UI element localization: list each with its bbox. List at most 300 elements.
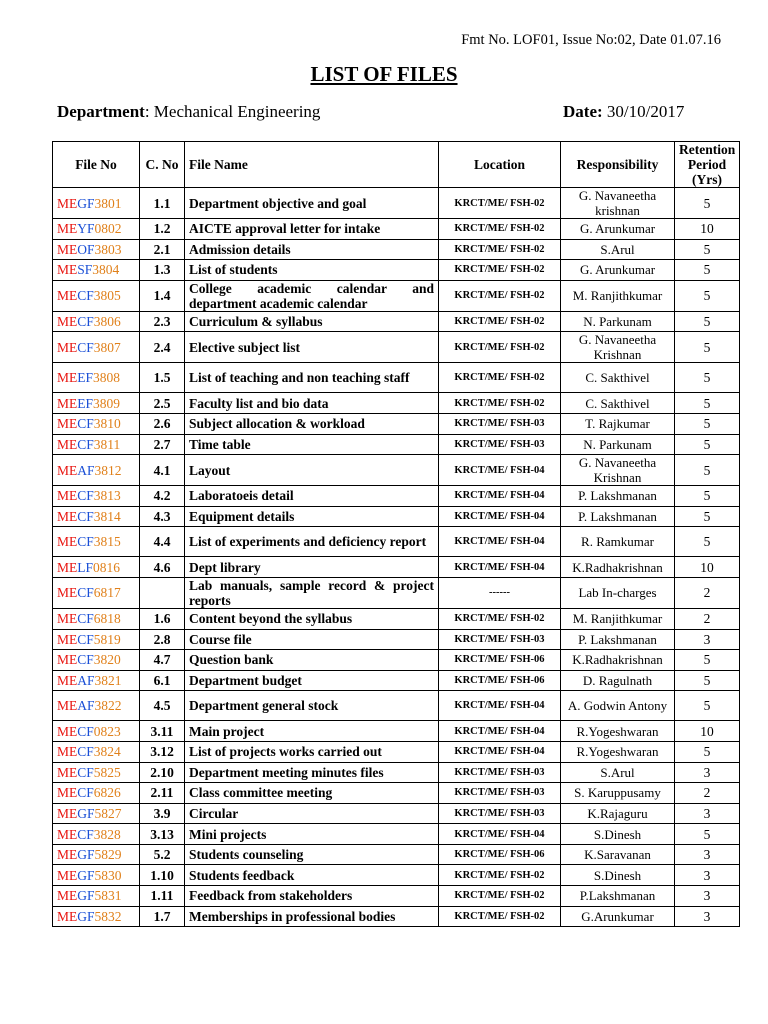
responsibility-cell: N. Parkunam [561,434,675,455]
file-name-cell: Main project [185,721,439,742]
file-no-code: CF [77,534,94,550]
file-no-cell [53,527,140,557]
c-no-cell: 2.1 [140,239,185,260]
retention-cell: 3 [675,865,740,886]
responsibility-cell: P.Lakshmanan [561,886,675,907]
file-name-cell: Course file [185,629,439,650]
file-name-cell: Content beyond the syllabus [185,608,439,629]
retention-cell: 5 [675,824,740,845]
location-cell: KRCT/ME/ FSH-04 [439,691,561,721]
file-name-cell: Feedback from stakeholders [185,886,439,907]
responsibility-cell: S.Dinesh [561,824,675,845]
c-no-cell: 4.4 [140,527,185,557]
file-no-number: 3808 [93,370,121,386]
responsibility-cell: P. Lakshmanan [561,629,675,650]
retention-cell: 5 [675,188,740,219]
retention-cell: 5 [675,311,740,332]
c-no-cell: 2.3 [140,311,185,332]
file-no-prefix: ME [57,888,78,904]
retention-cell: 5 [675,239,740,260]
table-row [53,650,740,671]
file-no-code: CF [77,509,94,525]
file-no-code: GF [77,888,95,904]
responsibility-cell: G. Arunkumar [561,219,675,240]
file-no-prefix: ME [57,339,78,355]
file-no-code: GF [77,805,95,821]
responsibility-cell: T. Rajkumar [561,413,675,434]
responsibility-cell: S. Karuppusamy [561,783,675,804]
table-row [53,188,740,219]
file-name-cell: List of teaching and non teaching staff [185,363,439,393]
file-name-cell: Layout [185,455,439,486]
file-no-number: 6826 [93,785,121,801]
table-row [53,762,740,783]
table-row [53,434,740,455]
file-no-cell [53,824,140,845]
file-no-cell [53,762,140,783]
file-no-number: 5829 [94,847,122,863]
table-row [53,219,740,240]
file-no-cell [53,691,140,721]
file-name-cell: Question bank [185,650,439,671]
file-name-cell: Lab manuals, sample record & project reports [185,577,439,608]
c-no-cell: 1.7 [140,906,185,927]
c-no-cell: 2.5 [140,393,185,414]
table-row [53,577,740,608]
c-no-cell: 1.6 [140,608,185,629]
file-no-cell [53,906,140,927]
responsibility-cell: K.Saravanan [561,844,675,865]
file-name-cell: Students feedback [185,865,439,886]
format-number-line: Fmt No. LOF01, Issue No:02, Date 01.07.16 [461,32,721,48]
responsibility-cell: K.Radhakrishnan [561,650,675,671]
file-no-number: 3813 [93,488,121,504]
file-no-prefix: ME [57,652,78,668]
location-cell: KRCT/ME/ FSH-03 [439,762,561,783]
table-row [53,844,740,865]
c-no-cell: 4.1 [140,455,185,486]
file-no-prefix: ME [57,395,78,411]
file-no-cell [53,557,140,578]
file-no-code: EF [77,395,94,411]
file-no-code: CF [77,611,94,627]
c-no-cell: 2.4 [140,332,185,363]
file-name-cell: Dept library [185,557,439,578]
file-no-code: GF [77,847,95,863]
file-name-cell: AICTE approval letter for intake [185,219,439,240]
file-no-number: 0802 [94,221,122,237]
responsibility-cell: R.Yogeshwaran [561,721,675,742]
file-no-number: 3815 [93,534,121,550]
table-row [53,311,740,332]
file-no-number: 5825 [93,764,121,780]
file-no-prefix: ME [57,585,78,601]
responsibility-cell: Lab In-charges [561,577,675,608]
location-cell: KRCT/ME/ FSH-04 [439,721,561,742]
retention-cell: 3 [675,906,740,927]
c-no-cell: 6.1 [140,670,185,691]
responsibility-cell: M. Ranjithkumar [561,280,675,311]
responsibility-cell: P. Lakshmanan [561,486,675,507]
file-no-number: 3803 [94,241,122,257]
file-no-cell [53,650,140,671]
location-cell: KRCT/ME/ FSH-06 [439,650,561,671]
file-no-prefix: ME [57,673,78,689]
table-row [53,239,740,260]
file-no-prefix: ME [57,534,78,550]
file-no-prefix: ME [57,908,78,924]
location-cell: ------ [439,577,561,608]
table-row [53,721,740,742]
responsibility-cell: D. Ragulnath [561,670,675,691]
c-no-cell: 1.10 [140,865,185,886]
responsibility-cell: G. Navaneetha Krishnan [561,455,675,486]
location-cell: KRCT/ME/ FSH-02 [439,865,561,886]
file-no-cell [53,280,140,311]
table-row [53,557,740,578]
file-no-cell [53,629,140,650]
responsibility-cell: R.Yogeshwaran [561,741,675,762]
file-no-prefix: ME [57,288,78,304]
c-no-cell: 1.1 [140,188,185,219]
department-line: Department: Mechanical Engineering [57,102,321,121]
table-row [53,506,740,527]
file-no-cell [53,239,140,260]
retention-cell: 5 [675,393,740,414]
c-no-cell: 2.6 [140,413,185,434]
location-cell: KRCT/ME/ FSH-03 [439,629,561,650]
file-no-prefix: ME [57,462,78,478]
c-no-cell: 1.3 [140,260,185,281]
c-no-cell: 1.4 [140,280,185,311]
location-cell: KRCT/ME/ FSH-02 [439,260,561,281]
file-name-cell: Curriculum & syllabus [185,311,439,332]
location-cell: KRCT/ME/ FSH-02 [439,332,561,363]
retention-cell: 5 [675,741,740,762]
location-cell: KRCT/ME/ FSH-06 [439,670,561,691]
file-no-number: 0816 [93,559,121,575]
file-name-cell: List of experiments and deficiency report [185,527,439,557]
file-no-cell [53,434,140,455]
page-title: LIST OF FILES [310,62,458,86]
file-no-number: 3809 [93,395,121,411]
file-no-code: AF [77,462,95,478]
c-no-cell: 1.5 [140,363,185,393]
file-no-prefix: ME [57,314,78,330]
retention-cell: 5 [675,506,740,527]
file-no-code: AF [77,698,95,714]
file-name-cell: List of projects works carried out [185,741,439,762]
location-cell: KRCT/ME/ FSH-04 [439,455,561,486]
table-row [53,803,740,824]
file-no-prefix: ME [57,509,78,525]
table-row [53,886,740,907]
column-header-location: Location [439,142,561,188]
department-label: Department [57,102,145,121]
responsibility-cell: C. Sakthivel [561,363,675,393]
responsibility-cell: S.Arul [561,762,675,783]
file-no-prefix: ME [57,744,78,760]
file-no-number: 3828 [93,826,121,842]
file-no-number: 3801 [94,195,122,211]
file-no-prefix: ME [57,611,78,627]
responsibility-cell: R. Ramkumar [561,527,675,557]
file-name-cell: Department meeting minutes files [185,762,439,783]
location-cell: KRCT/ME/ FSH-02 [439,311,561,332]
location-cell: KRCT/ME/ FSH-02 [439,886,561,907]
c-no-cell: 1.2 [140,219,185,240]
file-no-cell [53,188,140,219]
date-value: 30/10/2017 [606,102,685,121]
file-no-number: 3807 [93,339,121,355]
file-no-code: CF [77,764,94,780]
responsibility-cell: G.Arunkumar [561,906,675,927]
c-no-cell: 4.3 [140,506,185,527]
retention-cell: 3 [675,844,740,865]
file-no-cell [53,393,140,414]
responsibility-cell: K.Radhakrishnan [561,557,675,578]
c-no-cell: 3.11 [140,721,185,742]
file-no-code: GF [77,908,95,924]
file-no-code: CF [77,723,94,739]
file-no-number: 3820 [93,652,121,668]
file-no-number: 5819 [93,631,121,647]
column-header-file-name: File Name [185,142,439,188]
file-name-cell: Department objective and goal [185,188,439,219]
file-no-prefix: ME [57,698,78,714]
retention-cell: 3 [675,629,740,650]
file-no-cell [53,486,140,507]
file-no-cell [53,865,140,886]
location-cell: KRCT/ME/ FSH-03 [439,434,561,455]
table-row [53,363,740,393]
file-no-cell [53,844,140,865]
file-name-cell: Faculty list and bio data [185,393,439,414]
retention-cell: 5 [675,691,740,721]
file-no-code: GF [77,867,95,883]
file-no-cell [53,577,140,608]
file-no-cell [53,670,140,691]
retention-cell: 2 [675,577,740,608]
location-cell: KRCT/ME/ FSH-03 [439,803,561,824]
responsibility-cell: G. Navaneetha krishnan [561,188,675,219]
file-no-prefix: ME [57,631,78,647]
file-no-prefix: ME [57,416,78,432]
file-no-prefix: ME [57,221,78,237]
c-no-cell: 4.5 [140,691,185,721]
file-no-number: 6818 [93,611,121,627]
retention-cell: 3 [675,803,740,824]
location-cell: KRCT/ME/ FSH-02 [439,363,561,393]
retention-cell: 3 [675,762,740,783]
file-name-cell: Equipment details [185,506,439,527]
file-no-code: CF [77,585,94,601]
file-name-cell: Admission details [185,239,439,260]
file-no-number: 3824 [93,744,121,760]
file-no-code: OF [77,241,95,257]
file-no-code: CF [77,826,94,842]
retention-cell: 5 [675,527,740,557]
file-name-cell: Subject allocation & workload [185,413,439,434]
file-no-number: 3821 [94,673,122,689]
file-no-code: CF [77,744,94,760]
location-cell: KRCT/ME/ FSH-06 [439,844,561,865]
responsibility-cell: K.Rajaguru [561,803,675,824]
location-cell: KRCT/ME/ FSH-04 [439,506,561,527]
file-no-code: CF [77,631,94,647]
location-cell: KRCT/ME/ FSH-03 [439,783,561,804]
responsibility-cell: S.Arul [561,239,675,260]
responsibility-cell: C. Sakthivel [561,393,675,414]
table-row [53,260,740,281]
retention-cell: 5 [675,260,740,281]
table-row [53,783,740,804]
location-cell: KRCT/ME/ FSH-04 [439,527,561,557]
c-no-cell: 4.6 [140,557,185,578]
retention-cell: 5 [675,413,740,434]
location-cell: KRCT/ME/ FSH-02 [439,239,561,260]
column-header-c-no: C. No [140,142,185,188]
file-no-code: SF [77,262,93,278]
table-row [53,906,740,927]
responsibility-cell: S.Dinesh [561,865,675,886]
file-no-code: CF [77,339,94,355]
table-row [53,824,740,845]
location-cell: KRCT/ME/ FSH-04 [439,486,561,507]
retention-cell: 5 [675,486,740,507]
table-row [53,691,740,721]
location-cell: KRCT/ME/ FSH-02 [439,188,561,219]
file-name-cell: Class committee meeting [185,783,439,804]
file-no-number: 5832 [94,908,122,924]
table-row [53,280,740,311]
file-no-cell [53,363,140,393]
file-no-prefix: ME [57,805,78,821]
file-no-number: 5831 [94,888,122,904]
file-no-code: EF [77,370,94,386]
column-header-retention: Retention Period (Yrs) [675,142,740,188]
date-line [563,102,684,122]
file-no-number: 3810 [93,416,121,432]
file-no-number: 3804 [92,262,120,278]
file-no-cell [53,413,140,434]
file-no-prefix: ME [57,723,78,739]
table-row [53,865,740,886]
file-name-cell: List of students [185,260,439,281]
location-cell: KRCT/ME/ FSH-02 [439,906,561,927]
file-no-prefix: ME [57,847,78,863]
file-no-prefix: ME [57,488,78,504]
file-name-cell: Department budget [185,670,439,691]
table-row [53,413,740,434]
responsibility-cell: M. Ranjithkumar [561,608,675,629]
file-no-prefix: ME [57,370,78,386]
table-row [53,670,740,691]
file-no-number: 3806 [93,314,121,330]
c-no-cell: 5.2 [140,844,185,865]
column-header-file-no: File No [53,142,140,188]
table-row [53,393,740,414]
file-no-cell [53,886,140,907]
file-no-cell [53,332,140,363]
c-no-cell: 4.7 [140,650,185,671]
file-no-number: 3822 [94,698,122,714]
file-no-prefix: ME [57,826,78,842]
file-no-cell [53,741,140,762]
file-no-number: 0823 [93,723,121,739]
file-no-prefix: ME [57,764,78,780]
file-name-cell: Mini projects [185,824,439,845]
location-cell: KRCT/ME/ FSH-04 [439,824,561,845]
responsibility-cell: P. Lakshmanan [561,506,675,527]
file-no-number: 3805 [93,288,121,304]
c-no-cell: 2.10 [140,762,185,783]
retention-cell: 10 [675,721,740,742]
file-no-number: 5827 [94,805,122,821]
retention-cell: 5 [675,280,740,311]
files-table [52,141,740,927]
table-row [53,332,740,363]
responsibility-cell: A. Godwin Antony [561,691,675,721]
file-no-cell [53,455,140,486]
file-no-code: CF [77,436,94,452]
location-cell: KRCT/ME/ FSH-03 [439,413,561,434]
c-no-cell: 2.7 [140,434,185,455]
location-cell: KRCT/ME/ FSH-02 [439,608,561,629]
c-no-cell [140,577,185,608]
table-row [53,527,740,557]
file-no-code: CF [77,288,94,304]
table-row [53,629,740,650]
file-no-number: 3814 [93,509,121,525]
department-value: Mechanical Engineering [153,102,321,121]
retention-cell: 2 [675,783,740,804]
table-row [53,741,740,762]
file-no-prefix: ME [57,785,78,801]
file-name-cell: Laboratoeis detail [185,486,439,507]
c-no-cell: 3.13 [140,824,185,845]
file-no-cell [53,260,140,281]
file-no-number: 3811 [93,436,121,452]
file-name-cell: Students counseling [185,844,439,865]
file-no-cell [53,506,140,527]
file-no-code: GF [77,195,95,211]
location-cell: KRCT/ME/ FSH-02 [439,393,561,414]
file-name-cell: College academic calendar and department academic calendar [185,280,439,311]
location-cell: KRCT/ME/ FSH-02 [439,280,561,311]
file-name-cell: Memberships in professional bodies [185,906,439,927]
file-no-cell [53,219,140,240]
retention-cell: 5 [675,650,740,671]
table-row [53,608,740,629]
retention-cell: 5 [675,363,740,393]
file-no-code: LF [77,559,94,575]
responsibility-cell: G. Navaneetha Krishnan [561,332,675,363]
c-no-cell: 3.12 [140,741,185,762]
file-no-cell [53,311,140,332]
retention-cell: 5 [675,670,740,691]
file-no-prefix: ME [57,262,78,278]
file-no-code: CF [77,416,94,432]
retention-cell: 3 [675,886,740,907]
retention-cell: 10 [675,557,740,578]
c-no-cell: 4.2 [140,486,185,507]
file-no-prefix: ME [57,195,78,211]
file-name-cell: Time table [185,434,439,455]
location-cell: KRCT/ME/ FSH-04 [439,557,561,578]
c-no-cell: 3.9 [140,803,185,824]
file-no-code: CF [77,488,94,504]
